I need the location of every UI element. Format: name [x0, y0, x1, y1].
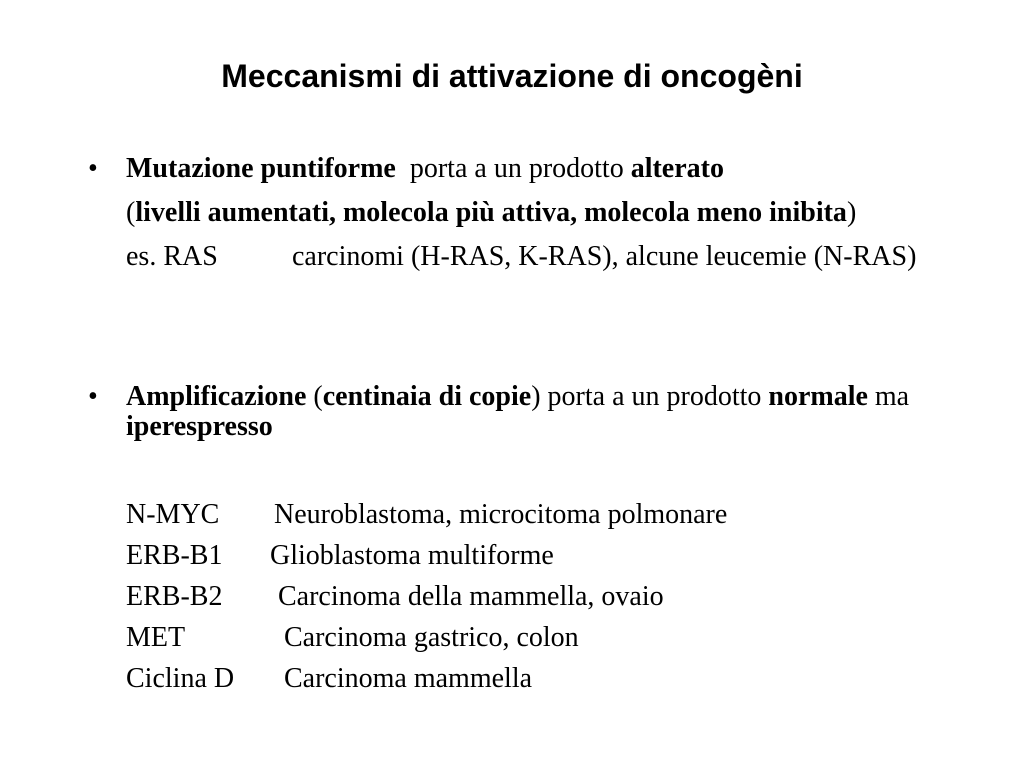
bullet-icon: •: [88, 381, 98, 412]
bullet2-term3: iperespresso: [126, 411, 273, 442]
gene-name: N-MYC: [126, 499, 220, 530]
gene-disease: Carcinoma mammella: [284, 663, 533, 694]
gene-row: [126, 535, 727, 576]
bullet-icon: •: [88, 153, 98, 184]
bullet2-text2: ma: [874, 381, 910, 412]
bullet-mutazione: [88, 154, 948, 272]
bullet1-text: porta a un prodotto: [409, 153, 624, 184]
slide-title: Meccanismi di attivazione di oncogèni: [221, 58, 803, 94]
bullet2-paren-close: ): [531, 381, 541, 412]
bullet-amplificazione: [88, 382, 948, 442]
bullet2-paren-open: (: [313, 381, 323, 412]
gene-row: [126, 494, 727, 535]
gene-row: [126, 576, 727, 617]
gene-disease: Carcinoma della mammella, ovaio: [278, 581, 664, 612]
gene-disease: Glioblastoma multiforme: [270, 540, 554, 571]
bullet1-term: Mutazione puntiforme: [126, 153, 396, 184]
gene-name: MET: [126, 622, 186, 653]
gene-name: ERB-B1: [126, 540, 223, 571]
bullet1-paren-text: livelli aumentati, molecola più attiva, molecola meno inibita: [135, 197, 847, 228]
bullet1-line1: [126, 154, 948, 184]
gene-row: [126, 658, 727, 699]
bullet2-text: [126, 382, 948, 442]
gene-row: [126, 617, 727, 658]
gene-list: [126, 494, 727, 699]
bullet1-term2: alterato: [630, 153, 724, 184]
gene-name: Ciclina D: [126, 663, 235, 694]
bullet1-example: [126, 242, 948, 272]
bullet2-term2: normale: [768, 381, 868, 412]
bullet2-paren-text: centinaia di copie: [322, 381, 532, 412]
bullet2-text1: porta a un prodotto: [547, 381, 762, 412]
bullet1-paren-close: ): [846, 197, 857, 228]
gene-disease: Neuroblastoma, microcitoma polmonare: [274, 499, 728, 530]
bullet1-line2: [126, 198, 948, 228]
bullet2-term: Amplificazione: [126, 381, 307, 412]
example-text: carcinomi (H-RAS, K-RAS), alcune leucemie (N-RAS): [292, 241, 917, 272]
gene-name: ERB-B2: [126, 581, 223, 612]
example-label: es. RAS: [126, 241, 218, 272]
gene-disease: Carcinoma gastrico, colon: [284, 622, 579, 653]
bullet1-paren-open: (: [126, 197, 136, 228]
